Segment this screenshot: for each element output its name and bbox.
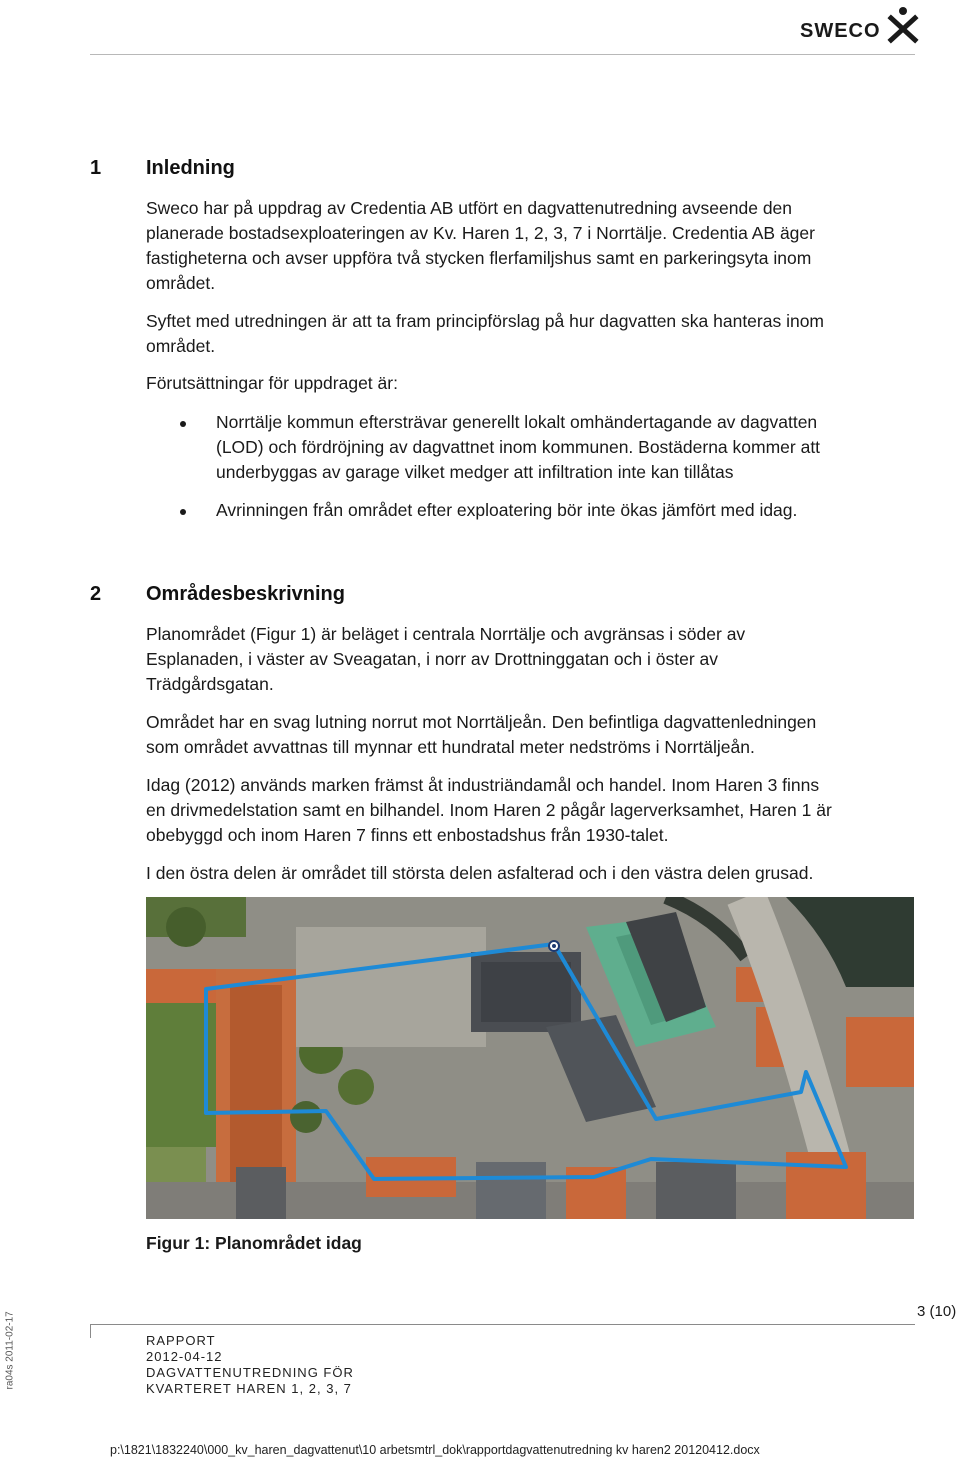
sweco-figure-icon	[886, 6, 920, 44]
section-2-heading	[90, 583, 490, 609]
slope-paragraph	[146, 710, 816, 760]
page-number: 3 (10)	[917, 1303, 957, 1320]
report-type: RAPPORT	[146, 1333, 216, 1348]
text-line: Avrinningen från området efter exploatering bör inte ökas jämfört med idag.	[216, 500, 798, 520]
file-path: p:\1821\1832240\000_kv_haren_dagvattenut\10 arbetsmtrl_dok\rapportdagvattenutredning kv haren2 20120412.docx	[110, 1443, 760, 1457]
report-date: 2012-04-12	[146, 1349, 223, 1364]
text-line: Trädgårdsgatan.	[146, 674, 274, 694]
header-rule	[90, 54, 915, 55]
section-1-heading	[90, 157, 490, 183]
sweco-logo	[800, 6, 920, 46]
text-line: (LOD) och fördröjning av dagvattnet inom kommunen. Bostäderna kommer att	[216, 437, 821, 457]
template-code: ra04s 2011-02-17	[4, 1311, 16, 1390]
report-title: DAGVATTENUTREDNING FÖR	[146, 1365, 354, 1380]
text-line: området.	[146, 336, 216, 356]
location-paragraph	[146, 622, 745, 697]
report-subtitle: KVARTERET HAREN 1, 2, 3, 7	[146, 1381, 352, 1396]
section-title: Inledning	[146, 157, 235, 179]
text-line: Sweco har på uppdrag av Credentia AB utfört en dagvattenutredning avseende den	[146, 198, 793, 218]
text-line: Norrtälje kommun eftersträvar generellt lokalt omhändertagande av dagvatten	[216, 412, 818, 432]
bullet-icon	[180, 421, 186, 427]
section-number: 1	[90, 157, 102, 179]
text-line: planerade bostadsexploateringen av Kv. Haren 1, 2, 3, 7 i Norrtälje. Credentia AB äger	[146, 223, 815, 243]
text-line: underbyggas av garage vilket medger att infiltration inte kan tillåtas	[216, 462, 734, 482]
text-line: Syftet med utredningen är att ta fram principförslag på hur dagvatten ska hanteras inom	[146, 311, 825, 331]
intro-paragraph	[146, 196, 815, 296]
text-line: I den östra delen är området till största delen asfalterad och i den västra delen grusad.	[146, 863, 814, 883]
text-line: obebyggd och inom Haren 7 finns ett enbostadshus från 1930-talet.	[146, 825, 669, 845]
footer-tick	[90, 1324, 91, 1338]
bullet-item-2	[216, 498, 797, 523]
figure-caption: Figur 1: Planområdet idag	[146, 1233, 362, 1253]
conditions-intro	[146, 371, 398, 396]
text-line: området.	[146, 273, 216, 293]
text-line: Området har en svag lutning norrut mot Norrtäljeån. Den befintliga dagvattenledningen	[146, 712, 817, 732]
bullet-icon	[180, 509, 186, 515]
aerial-map-svg	[146, 897, 914, 1219]
purpose-paragraph	[146, 309, 824, 359]
text-line: fastigheterna och avser uppföra två stycken flerfamiljshus samt en parkeringsyta inom	[146, 248, 812, 268]
surface-paragraph	[146, 861, 813, 886]
text-line: Förutsättningar för uppdraget är:	[146, 373, 398, 393]
section-number: 2	[90, 583, 102, 605]
aerial-map	[146, 897, 914, 1219]
landuse-paragraph	[146, 773, 832, 848]
text-line: som området avvattnas till mynnar ett hundratal meter nedströms i Norrtäljeån.	[146, 737, 755, 757]
text-line: Esplanaden, i väster av Sveagatan, i norr av Drottninggatan och i öster av	[146, 649, 718, 669]
logo-wordmark: SWECO	[800, 20, 881, 42]
footer-rule	[90, 1324, 915, 1325]
text-line: Idag (2012) används marken främst åt industriändamål och handel. Inom Haren 3 finns	[146, 775, 820, 795]
section-title: Områdesbeskrivning	[146, 583, 345, 605]
text-line: Planområdet (Figur 1) är beläget i centrala Norrtälje och avgränsas i söder av	[146, 624, 746, 644]
text-line: en drivmedelstation samt en bilhandel. Inom Haren 2 pågår lagerverksamhet, Haren 1 är	[146, 800, 832, 820]
bullet-item-1	[216, 410, 820, 485]
